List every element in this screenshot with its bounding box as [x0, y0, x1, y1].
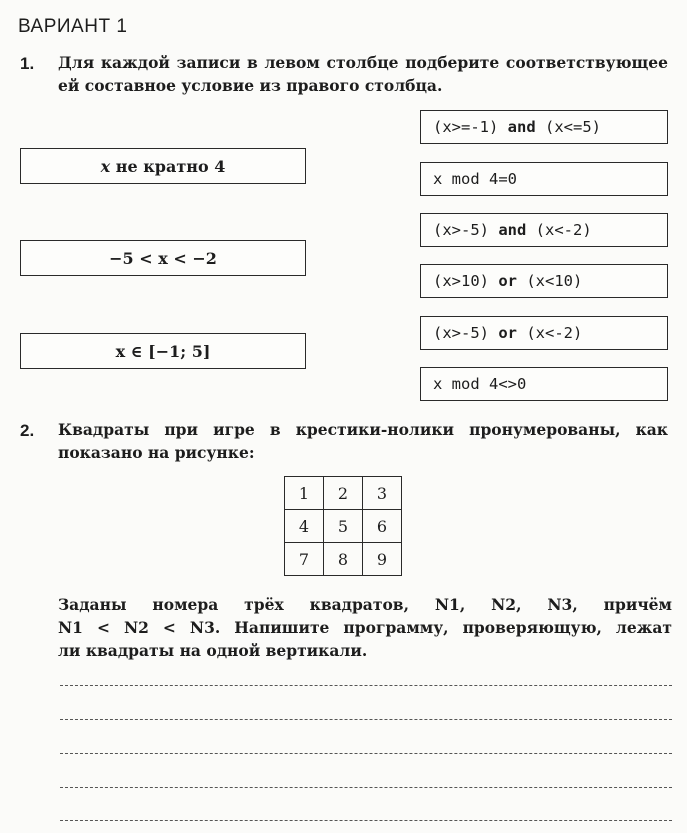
grid-cell: 2 [324, 477, 363, 510]
task2-question-line3: ли квадраты на одной вертикали. [58, 641, 368, 660]
task1-number: 1. [20, 54, 35, 73]
answer-line [60, 719, 672, 720]
grid-cell: 1 [285, 477, 324, 510]
left-item-2 [20, 240, 306, 276]
right-item-4-b: (x<10) [517, 272, 583, 290]
right-item-5-a: (x>-5) [433, 324, 499, 342]
grid-cell: 6 [363, 510, 402, 543]
right-item-4 [420, 264, 668, 298]
right-item-6-a: x mod 4<>0 [433, 375, 527, 393]
right-item-2 [420, 162, 668, 196]
grid-cell: 3 [363, 477, 402, 510]
right-item-1-op: and [507, 118, 536, 136]
right-item-4-a: (x>10) [433, 272, 499, 290]
tic-tac-toe-grid [284, 476, 402, 576]
right-item-4-op: or [498, 272, 517, 290]
grid-cell: 5 [324, 510, 363, 543]
right-item-3-op: and [498, 221, 527, 239]
grid-cell: 9 [363, 543, 402, 576]
left-item-1-text: не кратно 4 [110, 156, 226, 176]
answer-line [60, 753, 672, 754]
left-item-2-text: −5 < x < −2 [109, 248, 217, 268]
right-item-5-op: or [498, 324, 517, 342]
answer-line [60, 685, 672, 686]
task2-intro: Квадраты при игре в крестики-нолики пронумерованы, как показано на рисунке: [58, 420, 668, 462]
answer-line [60, 787, 672, 788]
task1-text: Для каждой записи в левом столбце подберите соответствующее ей составное условие из правого столбца. [58, 53, 668, 95]
right-item-1-a: (x>=-1) [433, 118, 508, 136]
right-item-3 [420, 213, 668, 247]
right-item-3-a: (x>-5) [433, 221, 499, 239]
answer-line [60, 820, 672, 821]
right-item-6 [420, 367, 668, 401]
right-item-1 [420, 110, 668, 144]
grid-cell: 4 [285, 510, 324, 543]
task2-question-line2: N1 < N2 < N3. Напишите программу, проверяющую, лежат [58, 618, 672, 637]
left-item-3 [20, 333, 306, 369]
grid-cell: 8 [324, 543, 363, 576]
right-item-3-b: (x<-2) [526, 221, 592, 239]
right-item-2-a: x mod 4=0 [433, 170, 517, 188]
right-item-1-b: (x<=5) [535, 118, 601, 136]
left-item-3-text: x ∈ [−1; 5] [115, 341, 211, 361]
left-item-1-var: x [100, 156, 111, 176]
grid-cell: 7 [285, 543, 324, 576]
variant-title: ВАРИАНТ 1 [18, 16, 128, 37]
task2-question-line1: Заданы номера трёх квадратов, N1, N2, N3, причём [58, 595, 672, 614]
left-item-1 [20, 148, 306, 184]
right-item-5 [420, 316, 668, 350]
task2-number: 2. [20, 421, 35, 440]
right-item-5-b: (x<-2) [517, 324, 583, 342]
